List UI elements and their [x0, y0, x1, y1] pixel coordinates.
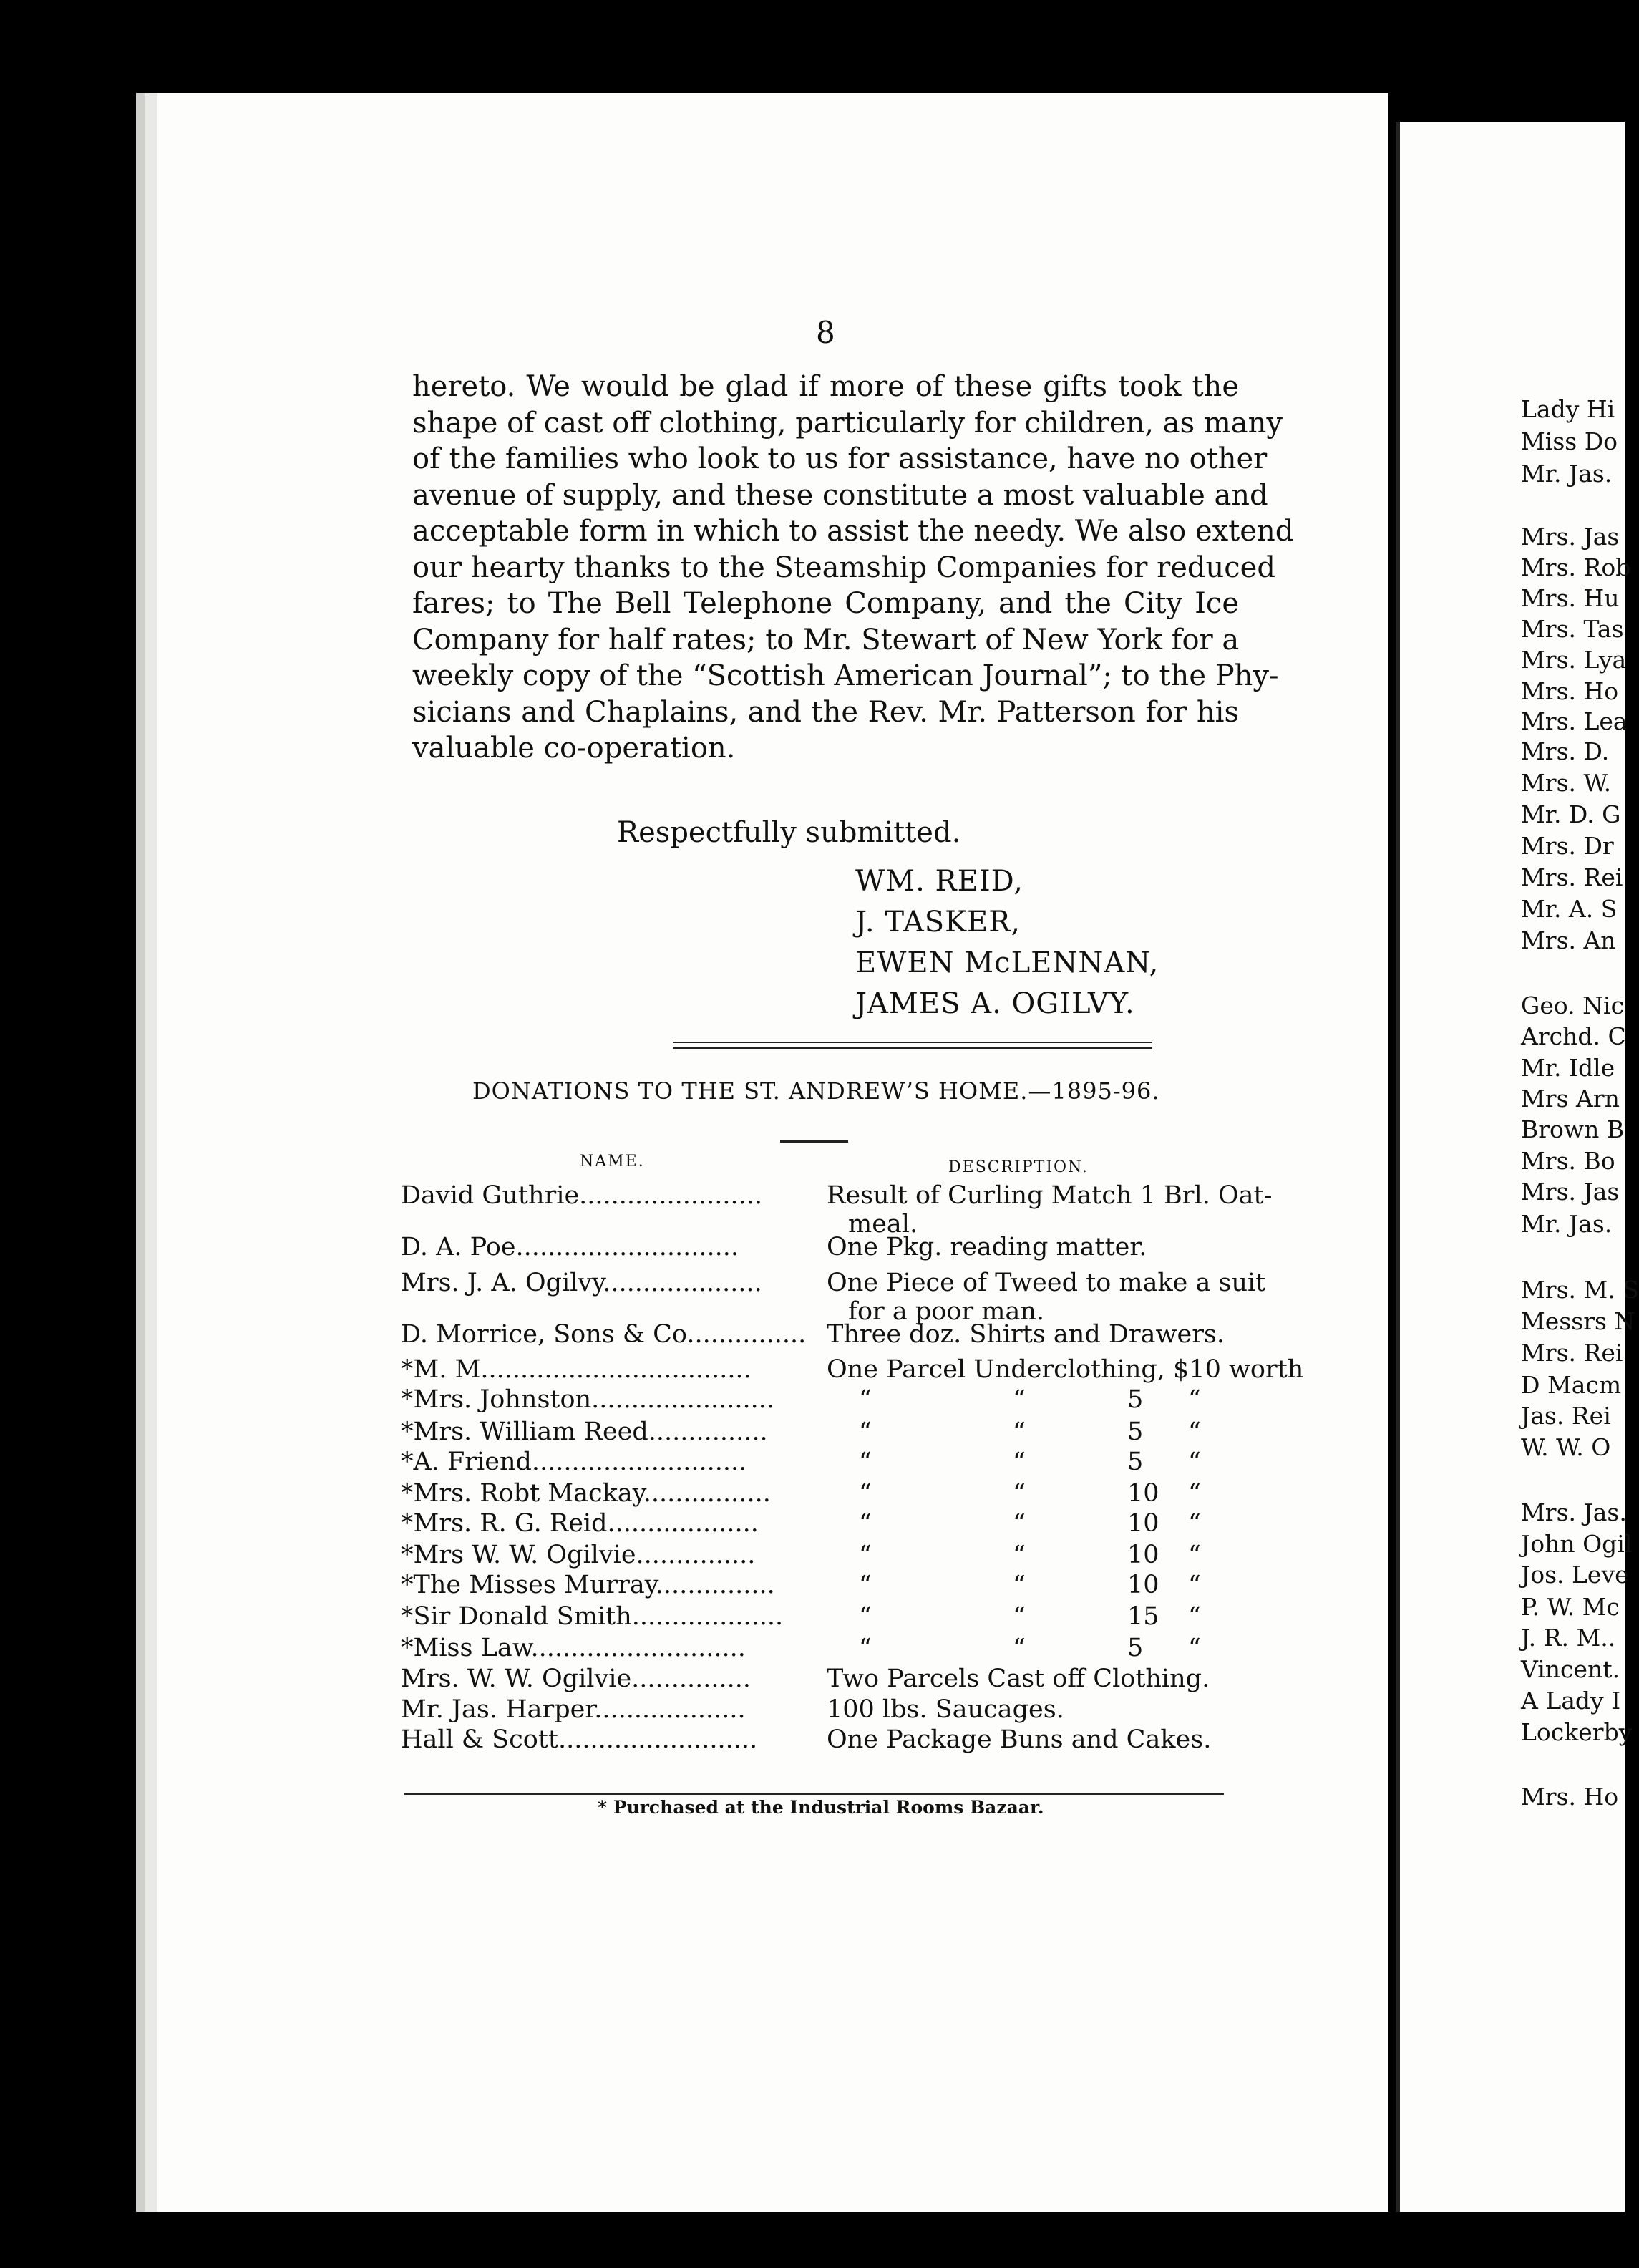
right-page-line: Jos. Leve: [1521, 1561, 1629, 1589]
ditto-mark: “: [1013, 1634, 1026, 1662]
ditto-mark: “: [1188, 1418, 1201, 1446]
right-page-line: Mrs. Rei: [1521, 863, 1623, 891]
footnote-rule: [404, 1793, 1224, 1795]
donor-name: *Mrs. Robt Mackay................: [401, 1479, 771, 1508]
right-page-line: Mrs. Jas.: [1521, 1498, 1627, 1526]
donation-amount: 10: [1127, 1571, 1159, 1599]
right-page-line: Mrs. Rei: [1521, 1339, 1623, 1367]
right-page-line: J. R. M..: [1521, 1624, 1616, 1652]
donor-name: David Guthrie.......................: [401, 1181, 763, 1210]
paragraph-line: fares; to The Bell Telephone Company, and the City Ice: [412, 587, 1239, 620]
report-paragraph: [412, 369, 1294, 767]
ditto-mark: “: [1188, 1448, 1201, 1476]
paragraph-line: sicians and Chaplains, and the Rev. Mr. Patterson for his: [412, 695, 1239, 729]
short-rule: [780, 1140, 848, 1143]
right-page-line: Messrs N: [1521, 1307, 1635, 1335]
right-page-line: Mrs. Rob: [1521, 553, 1631, 581]
ditto-mark: “: [859, 1634, 872, 1662]
column-header-name: NAME.: [580, 1153, 645, 1171]
right-page-line: Mrs. Jas: [1521, 1178, 1620, 1206]
donation-description: One Parcel Underclothing, $10 worth: [827, 1355, 1304, 1384]
donation-amount: 5: [1127, 1418, 1144, 1446]
right-page-line: Mr. Idle: [1521, 1054, 1615, 1082]
donation-row: [401, 1269, 1266, 1326]
right-page-line: Jas. Rei: [1521, 1402, 1611, 1430]
double-rule: [673, 1042, 1152, 1049]
donor-name: Mrs. W. W. Ogilvie...............: [401, 1664, 752, 1693]
paragraph-line: Company for half rates; to Mr. Stewart of New York for a: [412, 623, 1240, 656]
ditto-mark: “: [859, 1602, 872, 1631]
donation-description: 100 lbs. Saucages.: [827, 1695, 1064, 1724]
donation-row: [401, 1181, 1273, 1239]
right-page-line: John Ogil: [1521, 1530, 1633, 1558]
right-page-line: Mr. Jas.: [1521, 460, 1613, 488]
ditto-mark: “: [1188, 1571, 1201, 1599]
ditto-mark: “: [859, 1385, 872, 1414]
ditto-mark: “: [1013, 1602, 1026, 1631]
donation-amount: 5: [1127, 1634, 1144, 1662]
signatories: [855, 861, 1159, 1024]
right-page-line: Mr. D. G: [1521, 800, 1621, 828]
donation-amount: 10: [1127, 1509, 1159, 1538]
signatory: JAMES A. OGILVY.: [855, 987, 1135, 1020]
right-page-line: W. W. O: [1521, 1433, 1611, 1461]
ditto-mark: “: [859, 1448, 872, 1476]
right-page-line: Mrs. D.: [1521, 737, 1610, 765]
paragraph-line: our hearty thanks to the Steamship Companies for reduced: [412, 551, 1275, 584]
right-page-line: Mrs. Jas: [1521, 523, 1620, 551]
donor-name: *Mrs. William Reed...............: [401, 1418, 768, 1446]
ditto-mark: “: [1013, 1541, 1026, 1569]
donor-name: *Sir Donald Smith...................: [401, 1602, 784, 1631]
ditto-mark: “: [1188, 1385, 1201, 1414]
donation-description: Three doz. Shirts and Drawers.: [827, 1320, 1225, 1349]
donations-heading: DONATIONS TO THE ST. ANDREW’S HOME.—1895-96.: [472, 1077, 1160, 1105]
paragraph-line: avenue of supply, and these constitute a most valuable and: [412, 478, 1268, 512]
donor-name: Hall & Scott.........................: [401, 1725, 758, 1754]
signatory: EWEN McLENNAN,: [855, 946, 1159, 979]
donation-description: Result of Curling Match 1 Brl. Oat-: [827, 1181, 1273, 1210]
ditto-mark: “: [1013, 1418, 1026, 1446]
right-page-line: Mrs. W.: [1521, 769, 1612, 797]
donor-name: *Mrs W. W. Ogilvie...............: [401, 1541, 756, 1569]
right-page-line: D Macm: [1521, 1371, 1622, 1399]
paragraph-line: of the families who look to us for assistance, have no other: [412, 442, 1268, 475]
right-page-line: Lockerby: [1521, 1718, 1633, 1746]
donor-name: *Miss Law...........................: [401, 1634, 746, 1662]
right-page-line: Mr. A. S: [1521, 895, 1618, 923]
paragraph-line: weekly copy of the “Scottish American Journal”; to the Phy-: [412, 659, 1279, 692]
paragraph-line: valuable co-operation.: [412, 732, 736, 765]
donation-description: One Package Buns and Cakes.: [827, 1725, 1212, 1754]
ditto-mark: “: [859, 1571, 872, 1599]
paragraph-line: hereto. We would be glad if more of these gifts took the: [412, 370, 1239, 403]
right-page-line: Mrs Arn: [1521, 1085, 1620, 1113]
donor-name: *The Misses Murray...............: [401, 1571, 775, 1599]
ditto-mark: “: [1013, 1509, 1026, 1538]
right-page-line: Mrs. Hu: [1521, 584, 1620, 612]
donation-amount: 10: [1127, 1479, 1159, 1508]
ditto-mark: “: [1013, 1479, 1026, 1508]
right-page-line: Geo. Nic: [1521, 992, 1625, 1019]
donor-name: *M. M..................................: [401, 1355, 752, 1384]
donation-description: Two Parcels Cast off Clothing.: [827, 1664, 1210, 1693]
donor-name: D. A. Poe............................: [401, 1233, 739, 1261]
donation-amount: 15: [1127, 1602, 1159, 1631]
right-page-line: Mrs. Lea: [1521, 707, 1628, 735]
footnote: * Purchased at the Industrial Rooms Bazaar.: [598, 1797, 1044, 1818]
right-page-line: Archd. C: [1521, 1022, 1626, 1050]
donor-name: Mrs. J. A. Ogilvy....................: [401, 1269, 762, 1297]
donation-description-continued: for a poor man.: [848, 1297, 1045, 1326]
right-page-line: Mrs. Bo: [1521, 1147, 1615, 1175]
right-page-line: Mrs. M. S: [1521, 1276, 1639, 1304]
right-page-line: Mrs. An: [1521, 926, 1616, 954]
donor-name: *A. Friend...........................: [401, 1448, 747, 1476]
right-page-line: Lady Hi: [1521, 395, 1615, 423]
paragraph-line: shape of cast off clothing, particularly for children, as many: [412, 406, 1283, 440]
donation-description: One Piece of Tweed to make a suit: [827, 1269, 1266, 1297]
donation-amount: 5: [1127, 1385, 1144, 1414]
donation-amount: 10: [1127, 1541, 1159, 1569]
donor-name: *Mrs. Johnston.......................: [401, 1385, 774, 1414]
right-page-line: A Lady I: [1521, 1687, 1621, 1715]
page-number: 8: [816, 315, 835, 350]
closing-line: Respectfully submitted.: [617, 816, 961, 849]
right-page-line: Mrs. Ho: [1521, 677, 1619, 705]
ditto-mark: “: [1188, 1634, 1201, 1662]
right-page-line: Mr. Jas.: [1521, 1210, 1613, 1238]
ditto-mark: “: [1188, 1602, 1201, 1631]
donor-name: *Mrs. R. G. Reid...................: [401, 1509, 759, 1538]
ditto-mark: “: [859, 1479, 872, 1508]
ditto-mark: “: [1188, 1479, 1201, 1508]
ditto-mark: “: [1013, 1571, 1026, 1599]
signatory: WM. REID,: [855, 865, 1023, 898]
donation-row: [401, 1725, 1245, 1783]
column-header-description: DESCRIPTION.: [948, 1158, 1089, 1176]
right-page-line: P. W. Mc: [1521, 1593, 1620, 1621]
donor-name: Mr. Jas. Harper...................: [401, 1695, 746, 1724]
ditto-mark: “: [1013, 1385, 1026, 1414]
right-page-line: Mrs. Dr: [1521, 832, 1614, 860]
right-page-line: Mrs. Ho: [1521, 1783, 1619, 1811]
donor-name: D. Morrice, Sons & Co...............: [401, 1320, 807, 1349]
ditto-mark: “: [1013, 1448, 1026, 1476]
donation-description: One Pkg. reading matter.: [827, 1233, 1147, 1261]
ditto-mark: “: [1188, 1541, 1201, 1569]
signatory: J. TASKER,: [855, 906, 1021, 939]
ditto-mark: “: [859, 1509, 872, 1538]
right-page-line: Mrs. Lya: [1521, 646, 1627, 674]
donation-description-continued: meal.: [848, 1210, 918, 1239]
paragraph-line: acceptable form in which to assist the needy. We also extend: [412, 515, 1294, 548]
right-page-line: Miss Do: [1521, 427, 1618, 455]
donation-amount: 5: [1127, 1448, 1144, 1476]
ditto-mark: “: [1188, 1509, 1201, 1538]
right-page-line: Brown B: [1521, 1115, 1625, 1143]
ditto-mark: “: [859, 1541, 872, 1569]
right-page-line: Vincent.: [1521, 1655, 1620, 1683]
right-page-line: Mrs. Tas: [1521, 615, 1624, 643]
ditto-mark: “: [859, 1418, 872, 1446]
